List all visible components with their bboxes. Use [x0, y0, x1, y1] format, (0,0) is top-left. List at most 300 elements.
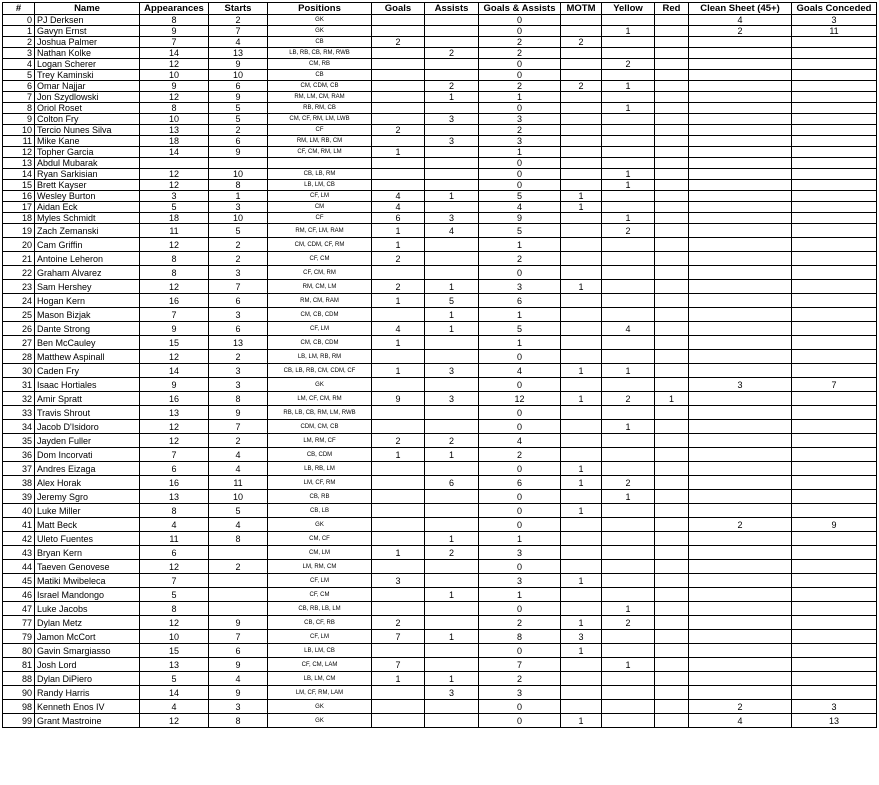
cell-positions[interactable]: LB, LM, RB, RM — [268, 350, 372, 364]
cell-positions[interactable]: CM, CF — [268, 532, 372, 546]
cell-starts[interactable]: 2 — [209, 252, 268, 266]
cell-motm[interactable]: 1 — [561, 616, 602, 630]
header-red[interactable]: Red — [655, 3, 689, 15]
cell-starts[interactable]: 9 — [209, 616, 268, 630]
cell-motm[interactable] — [561, 26, 602, 37]
cell-appearances[interactable]: 11 — [140, 532, 209, 546]
cell-goals-assists[interactable]: 3 — [479, 546, 561, 560]
cell-red[interactable] — [655, 280, 689, 294]
cell-goals-conceded[interactable] — [792, 169, 877, 180]
cell-yellow[interactable]: 1 — [602, 490, 655, 504]
cell-appearances[interactable]: 9 — [140, 378, 209, 392]
cell-goals[interactable] — [372, 26, 425, 37]
cell-assists[interactable] — [425, 70, 479, 81]
header-appearances[interactable]: Appearances — [140, 3, 209, 15]
cell-name[interactable]: Matiki Mwibeleca — [35, 574, 140, 588]
cell-number[interactable]: 79 — [3, 630, 35, 644]
cell-yellow[interactable] — [602, 518, 655, 532]
cell-number[interactable]: 45 — [3, 574, 35, 588]
cell-positions[interactable]: CB, CDM — [268, 448, 372, 462]
cell-appearances[interactable]: 9 — [140, 322, 209, 336]
cell-motm[interactable] — [561, 224, 602, 238]
cell-name[interactable]: Hogan Kern — [35, 294, 140, 308]
cell-yellow[interactable] — [602, 350, 655, 364]
cell-number[interactable]: 30 — [3, 364, 35, 378]
cell-motm[interactable] — [561, 602, 602, 616]
cell-appearances[interactable]: 18 — [140, 213, 209, 224]
cell-positions[interactable]: CDM, CM, CB — [268, 420, 372, 434]
cell-yellow[interactable]: 1 — [602, 169, 655, 180]
cell-clean-sheet[interactable] — [689, 59, 792, 70]
cell-name[interactable]: Sam Hershey — [35, 280, 140, 294]
cell-goals[interactable] — [372, 180, 425, 191]
cell-goals[interactable] — [372, 420, 425, 434]
cell-yellow[interactable] — [602, 70, 655, 81]
cell-positions[interactable]: CB, LB, RM — [268, 169, 372, 180]
cell-starts[interactable]: 9 — [209, 406, 268, 420]
cell-number[interactable]: 5 — [3, 70, 35, 81]
cell-goals[interactable] — [372, 644, 425, 658]
cell-goals[interactable] — [372, 308, 425, 322]
cell-motm[interactable]: 2 — [561, 81, 602, 92]
cell-appearances[interactable]: 11 — [140, 224, 209, 238]
cell-assists[interactable] — [425, 158, 479, 169]
cell-goals-assists[interactable]: 2 — [479, 616, 561, 630]
cell-goals[interactable] — [372, 462, 425, 476]
cell-goals-conceded[interactable] — [792, 147, 877, 158]
cell-goals-conceded[interactable]: 11 — [792, 26, 877, 37]
cell-red[interactable] — [655, 560, 689, 574]
cell-positions[interactable]: CB, RB — [268, 490, 372, 504]
cell-red[interactable] — [655, 147, 689, 158]
cell-assists[interactable]: 1 — [425, 308, 479, 322]
cell-positions[interactable]: GK — [268, 518, 372, 532]
cell-yellow[interactable] — [602, 308, 655, 322]
cell-appearances[interactable]: 10 — [140, 630, 209, 644]
cell-name[interactable]: Graham Alvarez — [35, 266, 140, 280]
cell-appearances[interactable]: 10 — [140, 114, 209, 125]
cell-assists[interactable] — [425, 252, 479, 266]
cell-number[interactable]: 90 — [3, 686, 35, 700]
cell-yellow[interactable] — [602, 114, 655, 125]
cell-appearances[interactable]: 13 — [140, 406, 209, 420]
cell-clean-sheet[interactable] — [689, 644, 792, 658]
cell-assists[interactable]: 2 — [425, 546, 479, 560]
header-goals-conceded[interactable]: Goals Conceded — [792, 3, 877, 15]
cell-goals-conceded[interactable]: 7 — [792, 378, 877, 392]
cell-goals[interactable]: 2 — [372, 125, 425, 136]
cell-starts[interactable]: 9 — [209, 147, 268, 158]
cell-red[interactable] — [655, 490, 689, 504]
cell-assists[interactable] — [425, 103, 479, 114]
cell-red[interactable] — [655, 378, 689, 392]
cell-positions[interactable]: CF, LM — [268, 574, 372, 588]
cell-motm[interactable] — [561, 294, 602, 308]
cell-starts[interactable]: 4 — [209, 518, 268, 532]
cell-name[interactable]: Jeremy Sgro — [35, 490, 140, 504]
cell-goals-assists[interactable]: 0 — [479, 378, 561, 392]
cell-name[interactable]: Nathan Kolke — [35, 48, 140, 59]
cell-clean-sheet[interactable] — [689, 158, 792, 169]
cell-yellow[interactable] — [602, 252, 655, 266]
cell-number[interactable]: 24 — [3, 294, 35, 308]
cell-starts[interactable]: 6 — [209, 294, 268, 308]
cell-red[interactable] — [655, 434, 689, 448]
cell-motm[interactable] — [561, 238, 602, 252]
cell-positions[interactable]: GK — [268, 378, 372, 392]
cell-starts[interactable]: 5 — [209, 224, 268, 238]
cell-yellow[interactable] — [602, 532, 655, 546]
cell-number[interactable]: 26 — [3, 322, 35, 336]
cell-starts[interactable]: 7 — [209, 420, 268, 434]
cell-name[interactable]: PJ Derksen — [35, 15, 140, 26]
cell-goals-conceded[interactable] — [792, 92, 877, 103]
cell-starts[interactable]: 2 — [209, 238, 268, 252]
cell-motm[interactable] — [561, 532, 602, 546]
cell-yellow[interactable] — [602, 714, 655, 728]
cell-positions[interactable]: CB, LB, RB, CM, CDM, CF — [268, 364, 372, 378]
cell-name[interactable]: Randy Harris — [35, 686, 140, 700]
cell-starts[interactable]: 3 — [209, 700, 268, 714]
header-number[interactable]: # — [3, 3, 35, 15]
cell-assists[interactable]: 2 — [425, 48, 479, 59]
cell-yellow[interactable] — [602, 280, 655, 294]
cell-goals[interactable] — [372, 48, 425, 59]
cell-goals-conceded[interactable] — [792, 462, 877, 476]
cell-motm[interactable] — [561, 92, 602, 103]
cell-goals-assists[interactable]: 3 — [479, 574, 561, 588]
cell-red[interactable] — [655, 448, 689, 462]
cell-goals-conceded[interactable] — [792, 103, 877, 114]
cell-assists[interactable] — [425, 714, 479, 728]
cell-motm[interactable]: 1 — [561, 462, 602, 476]
cell-red[interactable] — [655, 169, 689, 180]
cell-assists[interactable] — [425, 15, 479, 26]
cell-starts[interactable]: 4 — [209, 448, 268, 462]
cell-assists[interactable]: 1 — [425, 191, 479, 202]
cell-starts[interactable]: 13 — [209, 336, 268, 350]
cell-positions[interactable]: CF, CM — [268, 252, 372, 266]
cell-positions[interactable]: CM, CB, CDM — [268, 336, 372, 350]
cell-yellow[interactable] — [602, 202, 655, 213]
cell-red[interactable] — [655, 686, 689, 700]
cell-positions[interactable]: CB, RB, LB, LM — [268, 602, 372, 616]
cell-positions[interactable]: CF, LM — [268, 191, 372, 202]
cell-assists[interactable] — [425, 59, 479, 70]
cell-starts[interactable]: 2 — [209, 560, 268, 574]
cell-starts[interactable]: 6 — [209, 644, 268, 658]
cell-motm[interactable]: 1 — [561, 574, 602, 588]
cell-name[interactable]: Josh Lord — [35, 658, 140, 672]
cell-number[interactable]: 32 — [3, 392, 35, 406]
cell-yellow[interactable]: 1 — [602, 602, 655, 616]
cell-goals-assists[interactable]: 0 — [479, 714, 561, 728]
cell-name[interactable]: Abdul Mubarak — [35, 158, 140, 169]
cell-goals-assists[interactable]: 0 — [479, 169, 561, 180]
cell-goals-conceded[interactable] — [792, 602, 877, 616]
cell-goals-conceded[interactable] — [792, 191, 877, 202]
cell-goals[interactable]: 1 — [372, 147, 425, 158]
cell-appearances[interactable]: 7 — [140, 37, 209, 48]
cell-yellow[interactable] — [602, 686, 655, 700]
cell-name[interactable]: Luke Miller — [35, 504, 140, 518]
cell-clean-sheet[interactable] — [689, 125, 792, 136]
cell-goals[interactable] — [372, 15, 425, 26]
cell-red[interactable] — [655, 420, 689, 434]
cell-goals[interactable] — [372, 588, 425, 602]
cell-name[interactable]: Mason Bizjak — [35, 308, 140, 322]
cell-name[interactable]: Travis Shrout — [35, 406, 140, 420]
cell-goals-assists[interactable]: 1 — [479, 147, 561, 158]
cell-goals-conceded[interactable] — [792, 136, 877, 147]
cell-appearances[interactable]: 9 — [140, 81, 209, 92]
cell-goals-assists[interactable]: 3 — [479, 686, 561, 700]
cell-appearances[interactable]: 12 — [140, 92, 209, 103]
cell-goals-conceded[interactable] — [792, 686, 877, 700]
cell-goals-conceded[interactable] — [792, 322, 877, 336]
cell-starts[interactable]: 5 — [209, 114, 268, 125]
cell-appearances[interactable]: 15 — [140, 644, 209, 658]
cell-goals[interactable] — [372, 114, 425, 125]
cell-goals[interactable] — [372, 81, 425, 92]
cell-motm[interactable] — [561, 350, 602, 364]
cell-yellow[interactable] — [602, 644, 655, 658]
cell-appearances[interactable]: 14 — [140, 364, 209, 378]
cell-clean-sheet[interactable] — [689, 364, 792, 378]
cell-positions[interactable] — [268, 158, 372, 169]
cell-yellow[interactable] — [602, 574, 655, 588]
cell-appearances[interactable]: 8 — [140, 602, 209, 616]
cell-clean-sheet[interactable] — [689, 136, 792, 147]
cell-goals[interactable] — [372, 158, 425, 169]
cell-goals-assists[interactable]: 0 — [479, 504, 561, 518]
cell-motm[interactable] — [561, 158, 602, 169]
cell-clean-sheet[interactable] — [689, 546, 792, 560]
cell-name[interactable]: Dylan Metz — [35, 616, 140, 630]
cell-goals-conceded[interactable] — [792, 560, 877, 574]
cell-clean-sheet[interactable] — [689, 114, 792, 125]
cell-goals-assists[interactable]: 0 — [479, 266, 561, 280]
cell-red[interactable] — [655, 238, 689, 252]
cell-yellow[interactable] — [602, 48, 655, 59]
cell-appearances[interactable]: 10 — [140, 70, 209, 81]
cell-starts[interactable]: 4 — [209, 37, 268, 48]
cell-assists[interactable]: 2 — [425, 434, 479, 448]
cell-goals-assists[interactable]: 0 — [479, 700, 561, 714]
cell-goals[interactable] — [372, 476, 425, 490]
cell-clean-sheet[interactable] — [689, 147, 792, 158]
cell-yellow[interactable]: 1 — [602, 420, 655, 434]
cell-goals-assists[interactable]: 2 — [479, 125, 561, 136]
cell-positions[interactable]: RM, LM, RB, CM — [268, 136, 372, 147]
cell-motm[interactable] — [561, 434, 602, 448]
cell-clean-sheet[interactable] — [689, 658, 792, 672]
cell-number[interactable]: 18 — [3, 213, 35, 224]
cell-motm[interactable] — [561, 560, 602, 574]
cell-yellow[interactable] — [602, 92, 655, 103]
cell-red[interactable] — [655, 70, 689, 81]
cell-assists[interactable]: 3 — [425, 686, 479, 700]
header-motm[interactable]: MOTM — [561, 3, 602, 15]
cell-yellow[interactable]: 1 — [602, 213, 655, 224]
cell-number[interactable]: 10 — [3, 125, 35, 136]
cell-positions[interactable]: RM, LM, CM, RAM — [268, 92, 372, 103]
cell-goals-assists[interactable]: 0 — [479, 180, 561, 191]
cell-name[interactable]: Brett Kayser — [35, 180, 140, 191]
cell-clean-sheet[interactable] — [689, 448, 792, 462]
cell-positions[interactable]: CM, CF, RM, LM, LWB — [268, 114, 372, 125]
cell-starts[interactable]: 3 — [209, 266, 268, 280]
cell-number[interactable]: 21 — [3, 252, 35, 266]
cell-goals[interactable]: 1 — [372, 448, 425, 462]
cell-assists[interactable]: 1 — [425, 448, 479, 462]
cell-starts[interactable]: 4 — [209, 462, 268, 476]
cell-positions[interactable]: CF, CM — [268, 588, 372, 602]
cell-goals-conceded[interactable]: 9 — [792, 518, 877, 532]
cell-clean-sheet[interactable] — [689, 560, 792, 574]
cell-goals-conceded[interactable] — [792, 180, 877, 191]
cell-positions[interactable]: CF — [268, 125, 372, 136]
cell-name[interactable]: Antoine Leheron — [35, 252, 140, 266]
cell-starts[interactable]: 3 — [209, 308, 268, 322]
cell-goals[interactable]: 1 — [372, 238, 425, 252]
cell-goals-conceded[interactable] — [792, 546, 877, 560]
cell-red[interactable]: 1 — [655, 392, 689, 406]
cell-goals-assists[interactable]: 2 — [479, 81, 561, 92]
cell-yellow[interactable]: 2 — [602, 476, 655, 490]
cell-goals[interactable]: 9 — [372, 392, 425, 406]
cell-starts[interactable]: 8 — [209, 532, 268, 546]
cell-number[interactable]: 3 — [3, 48, 35, 59]
cell-number[interactable]: 47 — [3, 602, 35, 616]
cell-assists[interactable]: 3 — [425, 364, 479, 378]
cell-red[interactable] — [655, 252, 689, 266]
cell-goals-conceded[interactable] — [792, 392, 877, 406]
cell-yellow[interactable] — [602, 560, 655, 574]
cell-assists[interactable] — [425, 125, 479, 136]
cell-motm[interactable] — [561, 252, 602, 266]
cell-goals-assists[interactable]: 4 — [479, 364, 561, 378]
cell-red[interactable] — [655, 518, 689, 532]
cell-number[interactable]: 1 — [3, 26, 35, 37]
cell-goals-conceded[interactable] — [792, 81, 877, 92]
cell-yellow[interactable] — [602, 136, 655, 147]
cell-goals-assists[interactable]: 4 — [479, 434, 561, 448]
cell-yellow[interactable]: 4 — [602, 322, 655, 336]
cell-motm[interactable]: 1 — [561, 364, 602, 378]
cell-name[interactable]: Dante Strong — [35, 322, 140, 336]
cell-red[interactable] — [655, 574, 689, 588]
cell-positions[interactable]: LB, LM, CM — [268, 672, 372, 686]
cell-appearances[interactable]: 6 — [140, 546, 209, 560]
cell-motm[interactable]: 1 — [561, 280, 602, 294]
cell-goals-assists[interactable]: 0 — [479, 560, 561, 574]
cell-clean-sheet[interactable] — [689, 350, 792, 364]
cell-appearances[interactable]: 12 — [140, 169, 209, 180]
cell-goals-conceded[interactable] — [792, 616, 877, 630]
cell-positions[interactable]: CF, CM, RM — [268, 266, 372, 280]
cell-clean-sheet[interactable] — [689, 392, 792, 406]
cell-goals[interactable] — [372, 103, 425, 114]
cell-name[interactable]: Trey Kaminski — [35, 70, 140, 81]
cell-appearances[interactable]: 12 — [140, 420, 209, 434]
cell-yellow[interactable] — [602, 406, 655, 420]
cell-goals-conceded[interactable] — [792, 364, 877, 378]
cell-starts[interactable]: 9 — [209, 686, 268, 700]
cell-starts[interactable]: 8 — [209, 180, 268, 191]
cell-goals-assists[interactable]: 0 — [479, 518, 561, 532]
cell-red[interactable] — [655, 125, 689, 136]
cell-red[interactable] — [655, 26, 689, 37]
cell-clean-sheet[interactable] — [689, 48, 792, 59]
cell-clean-sheet[interactable] — [689, 504, 792, 518]
cell-assists[interactable] — [425, 37, 479, 48]
cell-assists[interactable] — [425, 238, 479, 252]
cell-number[interactable]: 16 — [3, 191, 35, 202]
cell-number[interactable]: 98 — [3, 700, 35, 714]
cell-name[interactable]: Amir Spratt — [35, 392, 140, 406]
cell-yellow[interactable] — [602, 125, 655, 136]
cell-assists[interactable] — [425, 574, 479, 588]
cell-appearances[interactable] — [140, 158, 209, 169]
cell-goals-assists[interactable]: 0 — [479, 490, 561, 504]
cell-goals-conceded[interactable] — [792, 224, 877, 238]
cell-goals-conceded[interactable] — [792, 294, 877, 308]
cell-goals[interactable] — [372, 490, 425, 504]
header-goals-assists[interactable]: Goals & Assists — [479, 3, 561, 15]
cell-goals[interactable] — [372, 686, 425, 700]
cell-red[interactable] — [655, 213, 689, 224]
cell-appearances[interactable]: 7 — [140, 448, 209, 462]
cell-yellow[interactable]: 1 — [602, 364, 655, 378]
cell-clean-sheet[interactable]: 4 — [689, 15, 792, 26]
cell-starts[interactable]: 10 — [209, 213, 268, 224]
cell-starts[interactable]: 3 — [209, 202, 268, 213]
cell-name[interactable]: Matthew Aspinall — [35, 350, 140, 364]
cell-positions[interactable]: CF, LM — [268, 322, 372, 336]
cell-name[interactable]: Aidan Eck — [35, 202, 140, 213]
cell-red[interactable] — [655, 602, 689, 616]
cell-number[interactable]: 37 — [3, 462, 35, 476]
cell-positions[interactable]: LB, LM, CB — [268, 180, 372, 191]
cell-appearances[interactable]: 5 — [140, 672, 209, 686]
cell-name[interactable]: Grant Mastroine — [35, 714, 140, 728]
cell-goals[interactable]: 2 — [372, 616, 425, 630]
cell-clean-sheet[interactable] — [689, 191, 792, 202]
cell-goals[interactable] — [372, 350, 425, 364]
cell-motm[interactable] — [561, 48, 602, 59]
cell-yellow[interactable] — [602, 462, 655, 476]
cell-goals-assists[interactable]: 0 — [479, 350, 561, 364]
cell-goals-assists[interactable]: 7 — [479, 658, 561, 672]
cell-clean-sheet[interactable] — [689, 92, 792, 103]
cell-motm[interactable] — [561, 518, 602, 532]
cell-positions[interactable]: CM, CB, CDM — [268, 308, 372, 322]
cell-starts[interactable]: 10 — [209, 490, 268, 504]
cell-appearances[interactable]: 7 — [140, 574, 209, 588]
cell-goals-assists[interactable]: 0 — [479, 406, 561, 420]
cell-clean-sheet[interactable] — [689, 308, 792, 322]
cell-red[interactable] — [655, 202, 689, 213]
cell-assists[interactable] — [425, 180, 479, 191]
cell-red[interactable] — [655, 476, 689, 490]
cell-yellow[interactable] — [602, 504, 655, 518]
cell-clean-sheet[interactable]: 2 — [689, 700, 792, 714]
cell-number[interactable]: 99 — [3, 714, 35, 728]
cell-starts[interactable]: 13 — [209, 48, 268, 59]
cell-appearances[interactable]: 13 — [140, 490, 209, 504]
cell-appearances[interactable]: 16 — [140, 294, 209, 308]
